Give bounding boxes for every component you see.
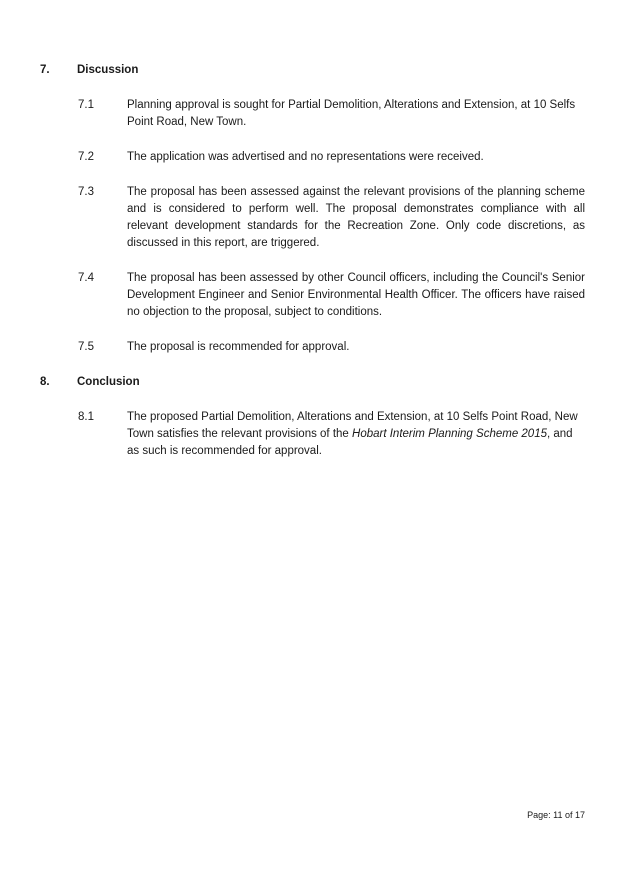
paragraph-text: Planning approval is sought for Partial Demolition, Alterations and Extension, at 10 Selfs Point Road, New Town. — [127, 99, 576, 128]
section-number: 8. — [40, 376, 50, 388]
page-number-footer: Page: 11 of 17 — [527, 810, 585, 820]
paragraph-text: The proposal is recommended for approval. — [127, 341, 350, 353]
section-heading — [40, 374, 585, 391]
paragraph-7-3 — [78, 184, 585, 252]
section-title: Conclusion — [77, 376, 140, 388]
paragraph-text: The application was advertised and no representations were received. — [127, 151, 484, 163]
section-number: 7. — [40, 64, 50, 76]
paragraph-text-after-italic: , and as such is recommended for approval. — [127, 428, 573, 457]
paragraph-text — [127, 409, 585, 460]
paragraph-number: 7.5 — [78, 341, 94, 353]
scheme-title-italic: Hobart Interim Planning Scheme 2015 — [352, 428, 547, 440]
paragraph-number: 7.3 — [78, 186, 94, 198]
paragraph-number: 8.1 — [78, 411, 94, 423]
paragraph-text: The proposal has been assessed against the relevant provisions of the planning scheme and is considered to perform well. The proposal demonstrates compliance with all relevant development standards for the Recreation Zone. Only code discretions, as discussed in this report, are triggered. — [127, 186, 585, 249]
paragraph-text-before-italic: The proposed Partial Demolition, Alterations and Extension, at 10 Selfs Point Road, New Town satisfies the relevant provisions of the — [127, 411, 578, 440]
section-heading — [40, 62, 585, 79]
paragraph-7-1 — [78, 97, 585, 131]
section-discussion — [40, 62, 585, 356]
paragraph-7-2 — [78, 149, 585, 166]
section-conclusion — [40, 374, 585, 460]
paragraph-number: 7.2 — [78, 151, 94, 163]
paragraph-number: 7.4 — [78, 272, 94, 284]
paragraph-number: 7.1 — [78, 99, 94, 111]
section-title: Discussion — [77, 64, 139, 76]
paragraph-7-5 — [78, 339, 585, 356]
paragraph-text: The proposal has been assessed by other Council officers, including the Council's Senior Development Engineer and Senior Environmental Health Officer. The officers have raised no objection to the proposal, subject to conditions. — [127, 272, 585, 318]
paragraph-8-1 — [78, 409, 585, 460]
paragraph-7-4 — [78, 270, 585, 321]
